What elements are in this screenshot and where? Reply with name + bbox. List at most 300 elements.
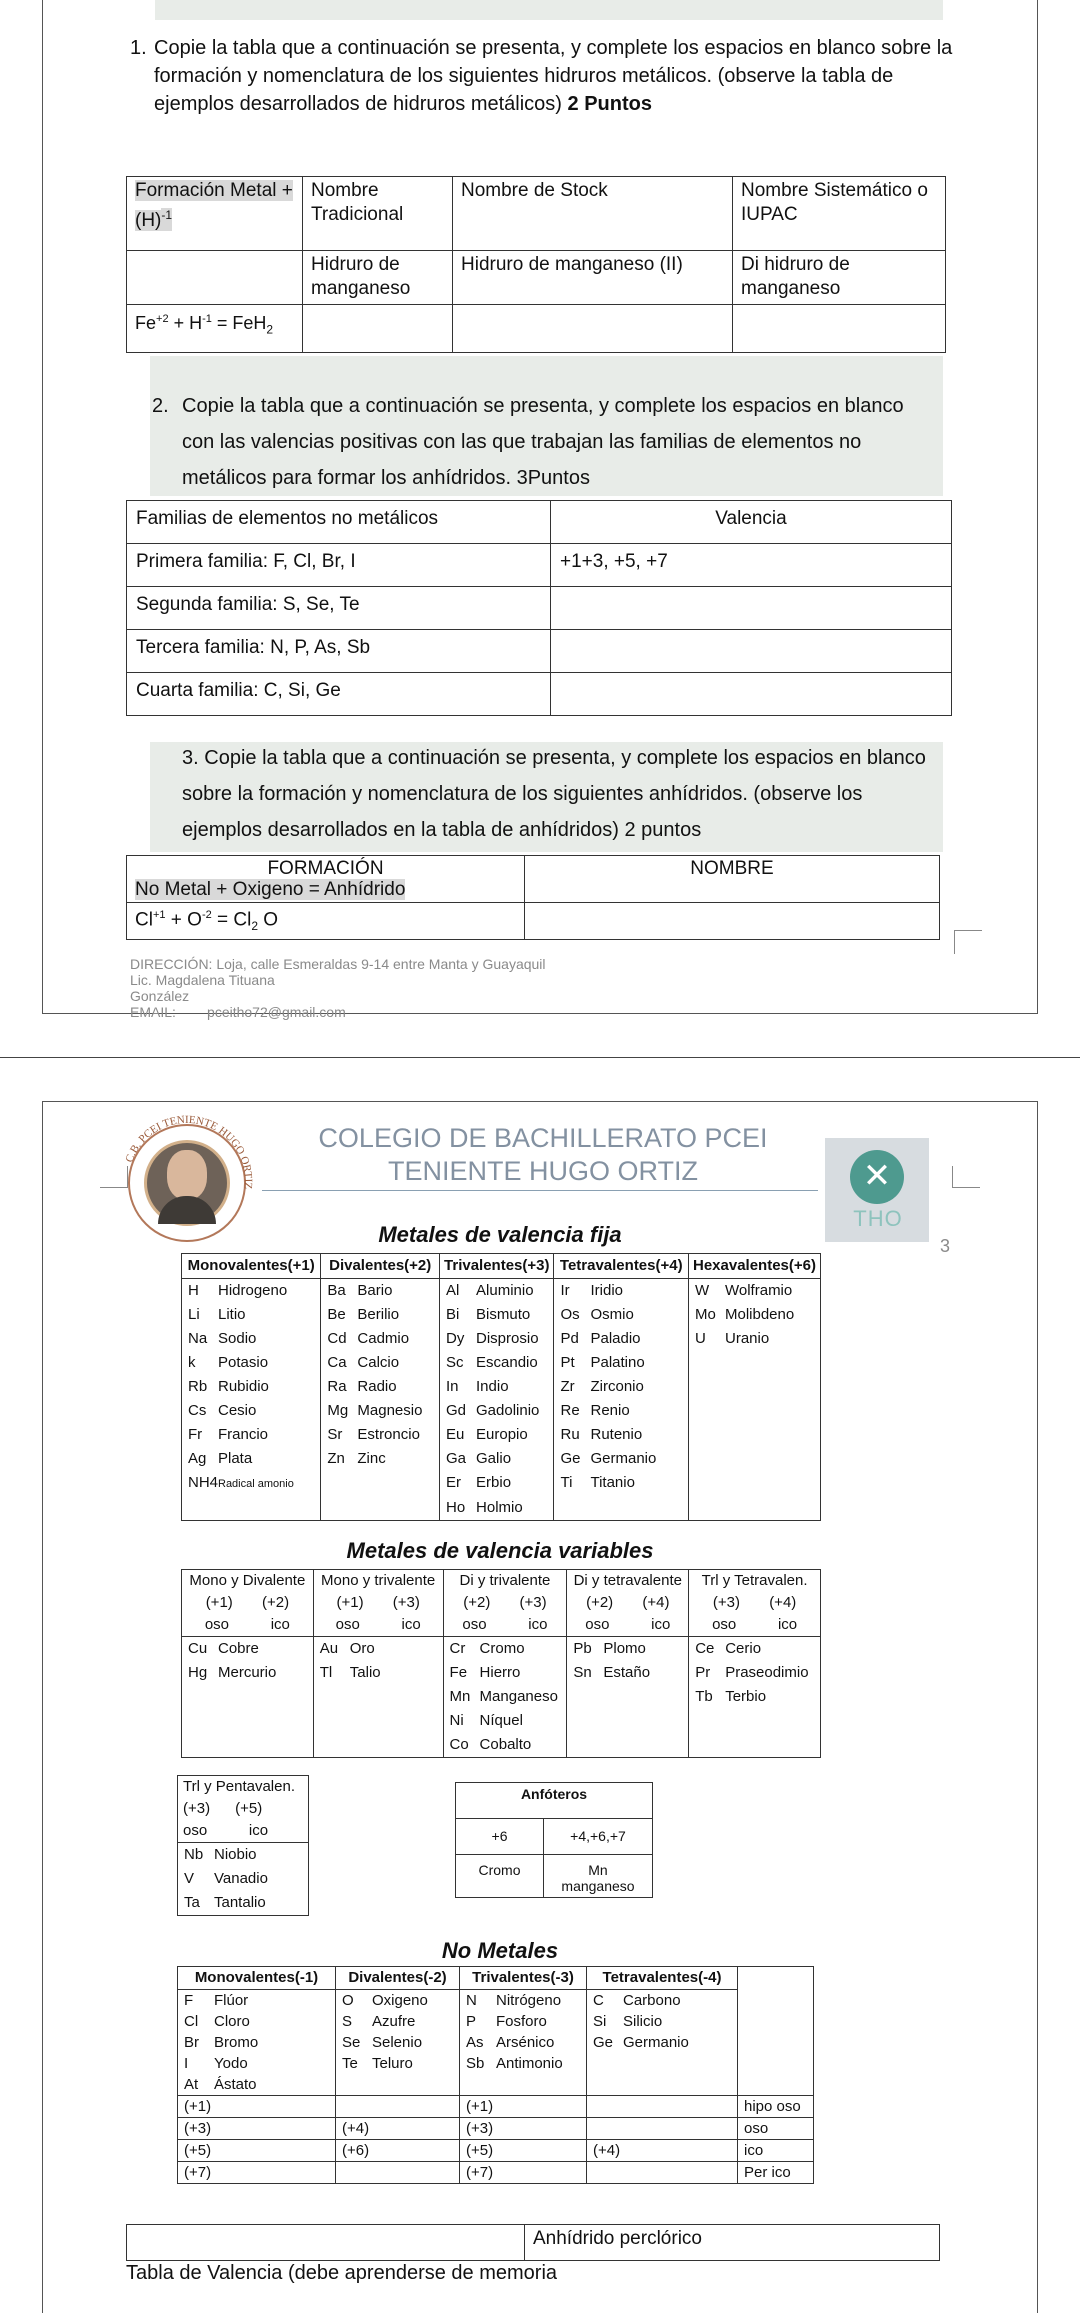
element-entry (188, 1664, 276, 1681)
table-cell (182, 1447, 321, 1471)
cell-empty (453, 305, 733, 353)
element-entry (560, 1354, 644, 1371)
element-entry (446, 1499, 523, 1516)
valencia-cell (551, 587, 952, 630)
question-2 (152, 388, 932, 496)
element-entry (446, 1426, 528, 1443)
table-row (182, 1351, 821, 1375)
table-cell (689, 1447, 821, 1471)
table-cell (321, 1327, 440, 1351)
table-cell (587, 1990, 738, 2012)
table-cell (321, 1447, 440, 1471)
anhidridos-table (126, 855, 940, 940)
col-header: Hexavalentes(+6) (689, 1254, 821, 1279)
bottom-note: Tabla de Valencia (debe aprenderse de memoria (126, 2262, 558, 2284)
element-symbol: Er (446, 1474, 462, 1491)
table-cell (178, 2053, 336, 2074)
table-cell (689, 1471, 821, 1496)
element-name: Galio (476, 1450, 512, 1467)
table-cell (738, 2032, 814, 2053)
group-name: Mono y trivalente (313, 1570, 443, 1593)
svg-text:C.B. PCEI TENIENTE HUGO ORTIZ: C.B. PCEI TENIENTE HUGO ORTIZ (123, 1114, 254, 1190)
corner-mark (952, 1166, 980, 1188)
element-symbol: Re (560, 1402, 580, 1419)
table-cell (443, 1709, 567, 1733)
element-entry (695, 1306, 794, 1323)
element-name: Bario (357, 1282, 393, 1299)
valencia-cell (551, 673, 952, 716)
corner-mark (954, 930, 982, 954)
footer-author-line: Lic. Magdalena Tituana González (130, 972, 275, 1004)
element-symbol: At (184, 2076, 199, 2093)
element-symbol: W (695, 1282, 710, 1299)
valence-cell (336, 2096, 460, 2118)
header-iupac: Nombre Sistemático o IUPAC (733, 177, 946, 251)
element-entry (450, 1640, 525, 1657)
element-name: Praseodimio (725, 1664, 809, 1681)
table-cell (689, 1423, 821, 1447)
table-cell (554, 1471, 689, 1496)
familia-cell: Segunda familia: S, Se, Te (127, 587, 551, 630)
element-symbol: Be (327, 1306, 346, 1323)
element-entry (695, 1664, 808, 1681)
element-entry (188, 1640, 259, 1657)
element-symbol: Mg (327, 1402, 349, 1419)
element-entry (560, 1282, 623, 1299)
element-name: Tantalio (214, 1894, 266, 1911)
section-title-fija: Metales de valencia fija (378, 1222, 622, 1247)
table-cell (554, 1423, 689, 1447)
table-cell (440, 1471, 554, 1496)
table-cell (336, 2011, 460, 2032)
table-row (178, 2053, 814, 2074)
element-symbol: H (188, 1282, 199, 1299)
table-cell (321, 1471, 440, 1496)
element-symbol: Rb (188, 1378, 208, 1395)
element-entry (184, 1894, 266, 1911)
element-entry (446, 1402, 539, 1419)
question-points: 2 Puntos (567, 93, 652, 115)
element-name: Fosforo (496, 2013, 547, 2030)
table-cell (182, 1709, 314, 1733)
element-name: Oxigeno (372, 1992, 428, 2009)
element-entry (327, 1330, 409, 1347)
question-text: Copie la tabla que a continuación se presenta, y complete los espacios en blanco con las valencias positivas con las que trabajan las familias de elementos no metálicos para formar los anhídridos. 3Puntos (182, 395, 904, 489)
cell-iupac: Di hidruro de manganeso (733, 251, 946, 305)
element-symbol: Eu (446, 1426, 465, 1443)
element-symbol: Nb (184, 1846, 204, 1863)
element-symbol: Ga (446, 1450, 467, 1467)
element-name: Bromo (214, 2034, 259, 2051)
cell-stock: Hidruro de manganeso (II) (453, 251, 733, 305)
valence-row (178, 2140, 814, 2162)
element-symbol: Sb (466, 2055, 485, 2072)
element-entry (695, 1688, 766, 1705)
valence-cell: (+1) (460, 2096, 587, 2118)
valencia-fija-table (181, 1253, 821, 1521)
table-cell (313, 1685, 443, 1709)
table-row (182, 1375, 821, 1399)
group-suffixes: oso ico (182, 1614, 314, 1637)
element-symbol: Ba (327, 1282, 346, 1299)
question-number: 3. (182, 747, 199, 769)
table-cell (182, 1399, 321, 1423)
element-name: Zinc (357, 1450, 386, 1467)
element-symbol: Ta (184, 1894, 200, 1911)
table-cell (554, 1279, 689, 1304)
group-suffixes: oso ico (443, 1614, 567, 1637)
element-symbol: Ra (327, 1378, 347, 1395)
element-symbol: Sc (446, 1354, 464, 1371)
table-cell (443, 1685, 567, 1709)
table-row (178, 2011, 814, 2032)
element-symbol: Pt (560, 1354, 575, 1371)
group-suffixes: oso ico (178, 1820, 309, 1843)
element-entry (593, 2013, 662, 2030)
footer-email[interactable]: pceitho72@gmail.com (207, 1004, 346, 1020)
table-row (178, 1990, 814, 2012)
no-metales-table (177, 1966, 814, 2184)
cell-empty (525, 903, 940, 940)
element-name: Molibdeno (725, 1306, 795, 1323)
element-symbol: C (593, 1992, 604, 2009)
element-entry (450, 1664, 521, 1681)
col-header: Monovalentes(-1) (178, 1967, 336, 1990)
element-name: Magnesio (357, 1402, 423, 1419)
element-symbol: Zn (327, 1450, 345, 1467)
element-name: Gadolinio (476, 1402, 540, 1419)
element-symbol: Dy (446, 1330, 465, 1347)
table-cell (554, 1496, 689, 1521)
table-cell (567, 1685, 689, 1709)
element-name: Uranio (725, 1330, 770, 1347)
element-entry (446, 1282, 534, 1299)
element-name: Arsénico (496, 2034, 555, 2051)
element-name: Antimonio (496, 2055, 563, 2072)
element-symbol: Mn (449, 1688, 471, 1705)
table-row (182, 1471, 821, 1496)
table-cell (182, 1496, 321, 1521)
table-cell (178, 1990, 336, 2012)
element-entry (466, 1992, 561, 2009)
table-cell (554, 1303, 689, 1327)
element-symbol: Fe (449, 1664, 468, 1681)
valence-cell: (+5) (460, 2140, 587, 2162)
table-cell (178, 1891, 309, 1916)
element-symbol: k (188, 1354, 196, 1371)
table-cell (689, 1709, 821, 1733)
trl-pentavalen-table (177, 1775, 309, 1916)
element-name: Bismuto (476, 1306, 531, 1323)
table-cell (321, 1351, 440, 1375)
anhidrido-name: Anhídrido perclórico (525, 2225, 940, 2261)
element-symbol: Pd (560, 1330, 579, 1347)
table-cell (440, 1327, 554, 1351)
col-header: Monovalentes(+1) (182, 1254, 321, 1279)
element-name: Holmio (476, 1499, 523, 1516)
table-cell (440, 1447, 554, 1471)
table-cell (440, 1279, 554, 1304)
element-symbol: Ho (446, 1499, 466, 1516)
table-cell (182, 1423, 321, 1447)
element-name: Terbio (725, 1688, 767, 1705)
group-suffixes: oso ico (313, 1614, 443, 1637)
table-cell (460, 2032, 587, 2053)
element-entry (450, 1736, 532, 1753)
element-entry (327, 1378, 396, 1395)
valencia-cell (551, 630, 952, 673)
header-formacion: Formación Metal + $(H)^{-1}$ (127, 177, 303, 251)
element-name: Zirconio (590, 1378, 644, 1395)
element-symbol: Sr (327, 1426, 343, 1443)
element-symbol: I (184, 2055, 189, 2072)
element-symbol: As (466, 2034, 484, 2051)
element-symbol: F (184, 1992, 194, 2009)
element-name: Calcio (357, 1354, 400, 1371)
element-name: Radio (357, 1378, 397, 1395)
element-entry (342, 2013, 415, 2030)
element-symbol: Cs (188, 1402, 207, 1419)
header-tradicional: Nombre Tradicional (303, 177, 453, 251)
table-row (182, 1303, 821, 1327)
section-title-variables: Metales de valencia variables (346, 1538, 654, 1563)
table-cell (440, 1423, 554, 1447)
element-symbol: S (342, 2013, 353, 2030)
table-cell (178, 2074, 336, 2096)
header-valencia: Valencia (551, 501, 952, 544)
table-cell (554, 1447, 689, 1471)
element-entry (446, 1378, 509, 1395)
table-cell (567, 1709, 689, 1733)
element-symbol: Tl (319, 1664, 333, 1681)
valence-cell: (+3) (178, 2118, 336, 2140)
element-entry (593, 1992, 681, 2009)
familia-cell: Primera familia: F, Cl, Br, I (127, 544, 551, 587)
element-entry (466, 2055, 563, 2072)
valence-cell: oso (738, 2118, 814, 2140)
element-name: Europio (476, 1426, 528, 1443)
col-header: Trivalentes(-3) (460, 1967, 587, 1990)
element-symbol: Ru (560, 1426, 580, 1443)
element-symbol: Mo (695, 1306, 716, 1323)
table-cell (460, 2053, 587, 2074)
table-cell (689, 1351, 821, 1375)
table-cell (689, 1496, 821, 1521)
table-row (182, 1733, 821, 1758)
col-header-empty (738, 1967, 814, 1990)
cell-formacion-empty (127, 251, 303, 305)
table-cell (554, 1399, 689, 1423)
group-valences: (+1) (+3) (313, 1592, 443, 1614)
element-name: Cerio (725, 1640, 762, 1657)
element-name: Silicio (623, 2013, 663, 2030)
table-row (182, 1423, 821, 1447)
element-symbol: Hg (188, 1664, 208, 1681)
element-entry (695, 1330, 769, 1347)
element-entry (560, 1378, 643, 1395)
table-cell (689, 1661, 821, 1685)
element-entry (450, 1712, 523, 1729)
element-name: Palatino (590, 1354, 645, 1371)
element-name: Flúor (214, 1992, 249, 2009)
element-entry (573, 1664, 650, 1681)
element-symbol: Zr (560, 1378, 575, 1395)
anfoteros-title: Anfóteros (456, 1783, 653, 1819)
col-header: Trivalentes(+3) (440, 1254, 554, 1279)
element-symbol: NH4 (188, 1474, 219, 1491)
table-row (178, 1891, 309, 1916)
table-cell (178, 2032, 336, 2053)
element-entry (327, 1426, 420, 1443)
anfotero-valence: +6 (456, 1819, 544, 1855)
element-symbol: P (466, 2013, 477, 2030)
element-entry (188, 1402, 256, 1419)
table-cell (689, 1685, 821, 1709)
element-entry (560, 1306, 633, 1323)
element-name: Cromo (479, 1640, 525, 1657)
header-nombre: NOMBRE (525, 856, 940, 903)
element-name: Níquel (479, 1712, 523, 1729)
familia-cell: Tercera familia: N, P, As, Sb (127, 630, 551, 673)
element-entry (446, 1354, 538, 1371)
element-symbol: Se (342, 2034, 361, 2051)
element-entry (446, 1306, 530, 1323)
table-cell (182, 1327, 321, 1351)
element-symbol: Ge (560, 1450, 581, 1467)
element-entry (446, 1450, 511, 1467)
element-name: Titanio (590, 1474, 635, 1491)
element-symbol: Ti (560, 1474, 573, 1491)
table-cell (313, 1661, 443, 1685)
element-symbol: N (466, 1992, 477, 2009)
element-name: Rubidio (218, 1378, 269, 1395)
table-cell (689, 1279, 821, 1304)
element-symbol: Br (184, 2034, 199, 2051)
element-entry (184, 2055, 248, 2072)
element-entry (188, 1474, 294, 1491)
table-cell (587, 2053, 738, 2074)
table-cell (321, 1423, 440, 1447)
element-entry (327, 1282, 392, 1299)
element-name: Ástato (214, 2076, 257, 2093)
valence-cell: (+1) (178, 2096, 336, 2118)
tho-logo-text: THO (853, 1206, 903, 1231)
cell-empty (303, 305, 453, 353)
group-valences: (+2) (+3) (443, 1592, 567, 1614)
table-cell (689, 1399, 821, 1423)
table-cell (182, 1351, 321, 1375)
element-entry (188, 1450, 252, 1467)
element-name: Niobio (214, 1846, 257, 1863)
table-cell (321, 1375, 440, 1399)
table-row (178, 2032, 814, 2053)
element-entry (466, 2034, 554, 2051)
valence-cell: (+4) (587, 2140, 738, 2162)
element-symbol: Cl (184, 2013, 199, 2030)
element-name: Osmio (590, 1306, 634, 1323)
table-cell (587, 2032, 738, 2053)
group-name: Di y trivalente (443, 1570, 567, 1593)
valence-cell: ico (738, 2140, 814, 2162)
element-name: Estaño (603, 1664, 651, 1681)
element-symbol: O (342, 1992, 354, 2009)
table-cell (182, 1279, 321, 1304)
element-name: Disprosio (476, 1330, 539, 1347)
element-name: Teluro (372, 2055, 413, 2072)
cell-formula: $Fe^{+2} + H^{-1} = FeH_2$ (127, 305, 303, 353)
table-row (178, 1867, 309, 1891)
element-symbol: In (446, 1378, 459, 1395)
element-entry (342, 1992, 428, 2009)
element-name: Talio (349, 1664, 381, 1681)
valence-cell (587, 2162, 738, 2184)
element-name: Berilio (357, 1306, 400, 1323)
element-symbol: Cr (449, 1640, 466, 1657)
group-name: Trl y Tetravalen. (689, 1570, 821, 1593)
element-symbol: Cd (327, 1330, 347, 1347)
shaded-header-band (155, 0, 943, 20)
element-name: Litio (218, 1306, 246, 1323)
table-row (178, 2074, 814, 2096)
valence-cell (336, 2162, 460, 2184)
table-cell (440, 1496, 554, 1521)
element-entry (188, 1426, 268, 1443)
group-valences: (+3) (+5) (178, 1798, 309, 1820)
element-entry (184, 2013, 250, 2030)
question-text: Copie la tabla que a continuación se presenta, y complete los espacios en blanco sobre la formación y nomenclatura de los siguientes hidruros metálicos. (observe la tabla de ejemplos desarrollados de hidruros metálicos) (154, 37, 953, 115)
table-cell (182, 1375, 321, 1399)
table-cell (567, 1661, 689, 1685)
element-entry (188, 1330, 256, 1347)
familia-cell: Cuarta familia: C, Si, Ge (127, 673, 551, 716)
element-symbol: Li (188, 1306, 200, 1323)
element-symbol: Bi (446, 1306, 460, 1323)
header-familias: Familias de elementos no metálicos (127, 501, 551, 544)
anfoteros-table (455, 1782, 653, 1898)
element-entry (184, 2076, 257, 2093)
table-row (182, 1709, 821, 1733)
element-name: Wolframio (725, 1282, 793, 1299)
header-formacion: FORMACIÓN No Metal + Oxigeno = Anhídrido (127, 856, 525, 903)
valence-cell: hipo oso (738, 2096, 814, 2118)
cell-formula: $Cl^{+1} + O^{-2} = Cl_2$ O (127, 903, 525, 940)
element-symbol: Ir (560, 1282, 570, 1299)
group-name: Di y tetravalente (567, 1570, 689, 1593)
table-cell (182, 1661, 314, 1685)
element-name: Germanio (623, 2034, 689, 2051)
table-cell (689, 1375, 821, 1399)
table-cell (440, 1351, 554, 1375)
element-name: Radical amonio (218, 1478, 294, 1490)
element-entry (327, 1354, 399, 1371)
table-cell (738, 1990, 814, 2012)
table-row (182, 1327, 821, 1351)
table-cell (313, 1709, 443, 1733)
element-name: Mercurio (218, 1664, 277, 1681)
question-1 (130, 34, 954, 118)
table-cell (567, 1637, 689, 1662)
table-cell (182, 1471, 321, 1496)
col-header: Tetravalentes(+4) (554, 1254, 689, 1279)
table-cell (554, 1375, 689, 1399)
element-entry (184, 1846, 257, 1863)
group-suffixes: oso ico (567, 1614, 689, 1637)
table-cell (336, 2032, 460, 2053)
element-entry (560, 1426, 642, 1443)
table-cell (182, 1733, 314, 1758)
element-name: Sodio (218, 1330, 257, 1347)
table-row (182, 1279, 821, 1304)
